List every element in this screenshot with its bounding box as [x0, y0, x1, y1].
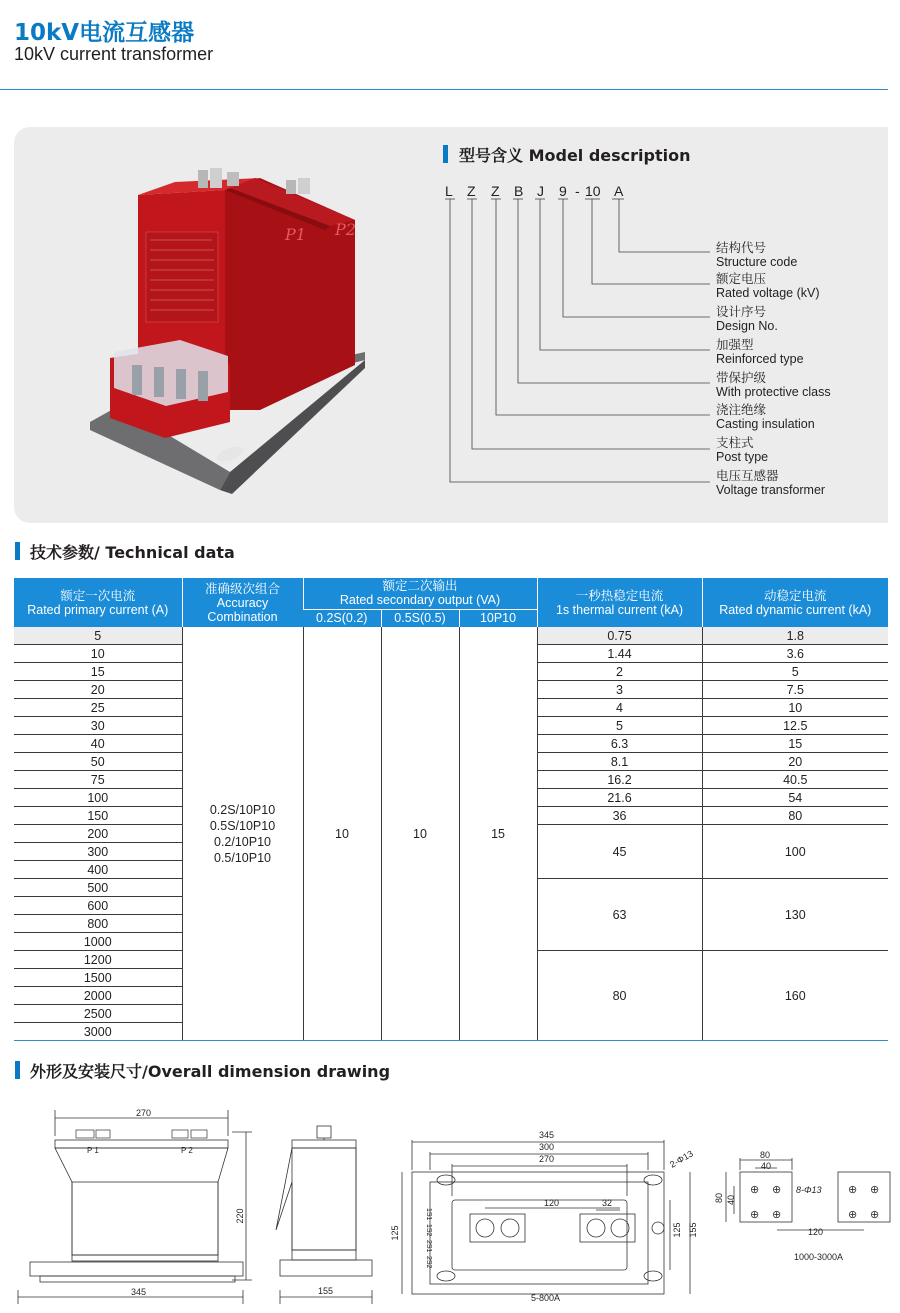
primary-current-cell: 600	[14, 897, 182, 915]
header-primary-current: 额定一次电流 Rated primary current (A)	[14, 578, 182, 627]
top-width-345: 345	[539, 1130, 555, 1140]
primary-current-cell: 800	[14, 915, 182, 933]
busbar-width-120: 120	[808, 1227, 824, 1237]
top-width-300: 300	[539, 1142, 555, 1152]
output-10p10-cell: 15	[459, 627, 537, 1041]
side-view	[276, 1126, 372, 1304]
desc-rated-voltage: 额定电压 Rated voltage (kV)	[716, 272, 820, 300]
svg-text:⊕: ⊕	[772, 1184, 782, 1196]
busbar-caption: 1000-3000A	[794, 1252, 844, 1262]
thermal-current-cell: 16.2	[537, 771, 702, 789]
desc-reinforced-type: 加强型 Reinforced type	[716, 338, 804, 366]
dynamic-current-cell: 10	[702, 699, 888, 717]
top-width-120: 120	[544, 1198, 560, 1208]
thermal-current-cell: 21.6	[537, 789, 702, 807]
svg-text:⊕: ⊕	[870, 1184, 880, 1196]
primary-current-cell: 50	[14, 753, 182, 771]
primary-current-cell: 20	[14, 681, 182, 699]
dynamic-current-cell: 15	[702, 735, 888, 753]
tech-section-title: 技术参数/ Technical data	[30, 543, 235, 562]
primary-current-cell: 75	[14, 771, 182, 789]
tech-section-marker	[15, 542, 20, 560]
output-05s-cell: 10	[381, 627, 459, 1041]
dimension-drawings	[0, 1090, 900, 1313]
code-letter-l: L	[445, 183, 453, 199]
code-letter-j: J	[537, 183, 544, 199]
primary-current-cell: 5	[14, 627, 182, 645]
thermal-current-cell: 3	[537, 681, 702, 699]
thermal-current-cell: 6.3	[537, 735, 702, 753]
primary-current-cell: 30	[14, 717, 182, 735]
primary-current-cell: 2000	[14, 987, 182, 1005]
model-section-title: 型号含义 Model description	[459, 146, 691, 165]
front-view	[18, 1110, 252, 1304]
busbar-height-40: 40	[726, 1194, 736, 1206]
header-output-10p10: 10P10	[459, 609, 537, 627]
top-height-125-right: 125	[672, 1222, 682, 1238]
primary-current-cell: 1200	[14, 951, 182, 969]
output-02s-cell: 10	[303, 627, 381, 1041]
header-secondary-output: 额定二次输出 Rated secondary output (VA)	[303, 578, 537, 609]
p2-label: P2	[335, 220, 356, 239]
svg-text:⊕: ⊕	[750, 1184, 760, 1196]
thermal-current-cell: 5	[537, 717, 702, 735]
top-view-caption: 5-800A	[531, 1293, 561, 1303]
dynamic-current-cell: 100	[702, 825, 888, 879]
top-height-125-left: 125	[390, 1225, 400, 1241]
thermal-current-cell: 36	[537, 807, 702, 825]
busbar-width-40: 40	[761, 1161, 772, 1171]
svg-text:⊕: ⊕	[750, 1209, 760, 1221]
front-terminal-p1	[76, 1130, 207, 1138]
top-width-32: 32	[602, 1198, 613, 1208]
primary-current-cell: 1000	[14, 933, 182, 951]
header-thermal-current: 一秒热稳定电流 1s thermal current (kA)	[537, 578, 702, 627]
front-width-345: 345	[131, 1287, 147, 1297]
busbar-width-80: 80	[760, 1150, 771, 1160]
desc-post-type: 支柱式 Post type	[716, 436, 769, 464]
primary-current-cell: 10	[14, 645, 182, 663]
dimension-section-title: 外形及安装尺寸/Overall dimension drawing	[30, 1062, 391, 1081]
p1-label: P1	[285, 225, 306, 244]
technical-data-table	[14, 578, 888, 1041]
desc-voltage-transformer: 电压互感器 Voltage transformer	[716, 469, 826, 497]
desc-casting-insulation: 浇注绝缘 Casting insulation	[716, 403, 815, 431]
svg-text:2S1: 2S1	[425, 1240, 432, 1253]
desc-protective-class: 带保护级 With protective class	[716, 371, 831, 399]
code-letter-z2: Z	[491, 183, 500, 199]
dynamic-current-cell: 20	[702, 753, 888, 771]
front-height-220: 220	[235, 1208, 245, 1224]
front-label-p1: P 1	[87, 1146, 99, 1155]
primary-current-cell: 200	[14, 825, 182, 843]
svg-text:⊕: ⊕	[848, 1209, 858, 1221]
primary-current-cell: 400	[14, 861, 182, 879]
code-letter-a: A	[614, 183, 624, 199]
thermal-current-cell: 8.1	[537, 753, 702, 771]
front-label-p2: P 2	[181, 1146, 193, 1155]
thermal-current-cell: 1.44	[537, 645, 702, 663]
page-subtitle: 10kV current transformer	[14, 44, 214, 64]
thermal-current-cell: 80	[537, 951, 702, 1041]
top-height-155: 155	[688, 1222, 698, 1238]
code-digit-9: 9	[559, 183, 567, 199]
svg-text:⊕: ⊕	[772, 1209, 782, 1221]
dynamic-current-cell: 1.8	[702, 627, 888, 645]
thermal-current-cell: 2	[537, 663, 702, 681]
accuracy-combination-cell: 0.2S/10P10 0.5S/10P10 0.2/10P10 0.5/10P10	[182, 627, 303, 1041]
dynamic-current-cell: 12.5	[702, 717, 888, 735]
front-width-270: 270	[136, 1108, 152, 1118]
desc-structure-code: 结构代号 Structure code	[716, 241, 798, 269]
code-letter-z1: Z	[467, 183, 476, 199]
dynamic-current-cell: 130	[702, 879, 888, 951]
dynamic-current-cell: 7.5	[702, 681, 888, 699]
dimension-section-marker	[15, 1061, 20, 1079]
top-hole-spec: 2-Φ13	[668, 1148, 695, 1170]
primary-current-cell: 25	[14, 699, 182, 717]
thermal-current-cell: 45	[537, 825, 702, 879]
primary-current-cell: 300	[14, 843, 182, 861]
primary-current-cell: 100	[14, 789, 182, 807]
primary-current-cell: 3000	[14, 1023, 182, 1041]
code-dash: -	[575, 183, 580, 199]
primary-current-cell: 40	[14, 735, 182, 753]
thermal-current-cell: 0.75	[537, 627, 702, 645]
svg-text:⊕: ⊕	[870, 1209, 880, 1221]
busbar-hole-spec: 8-Φ13	[796, 1185, 822, 1195]
svg-text:⊕: ⊕	[848, 1184, 858, 1196]
header-output-05s: 0.5S(0.5)	[381, 609, 459, 627]
primary-current-cell: 1500	[14, 969, 182, 987]
svg-text:2S2: 2S2	[425, 1256, 432, 1269]
desc-design-no: 设计序号 Design No.	[716, 305, 778, 333]
code-letter-b: B	[514, 183, 524, 199]
dynamic-current-cell: 160	[702, 951, 888, 1041]
primary-current-cell: 2500	[14, 1005, 182, 1023]
thermal-current-cell: 63	[537, 879, 702, 951]
top-view-secondary-terminals	[425, 1208, 432, 1269]
page-title: 10kV电流互感器	[14, 20, 195, 46]
top-width-270: 270	[539, 1154, 555, 1164]
header-dynamic-current: 动稳定电流 Rated dynamic current (kA)	[702, 578, 888, 627]
side-width-155: 155	[318, 1286, 334, 1296]
busbar-height-80: 80	[714, 1192, 724, 1204]
thermal-current-cell: 4	[537, 699, 702, 717]
dynamic-current-cell: 5	[702, 663, 888, 681]
dynamic-current-cell: 40.5	[702, 771, 888, 789]
primary-current-cell: 500	[14, 879, 182, 897]
svg-text:1S1: 1S1	[425, 1208, 432, 1221]
dynamic-current-cell: 3.6	[702, 645, 888, 663]
code-voltage-10: 10	[585, 183, 601, 199]
header-output-02s: 0.2S(0.2)	[303, 609, 381, 627]
dynamic-current-cell: 80	[702, 807, 888, 825]
svg-text:1S2: 1S2	[425, 1224, 432, 1237]
dynamic-current-cell: 54	[702, 789, 888, 807]
primary-current-cell: 15	[14, 663, 182, 681]
header-accuracy: 准确级次组合 Accuracy Combination	[182, 578, 303, 627]
primary-current-cell: 150	[14, 807, 182, 825]
